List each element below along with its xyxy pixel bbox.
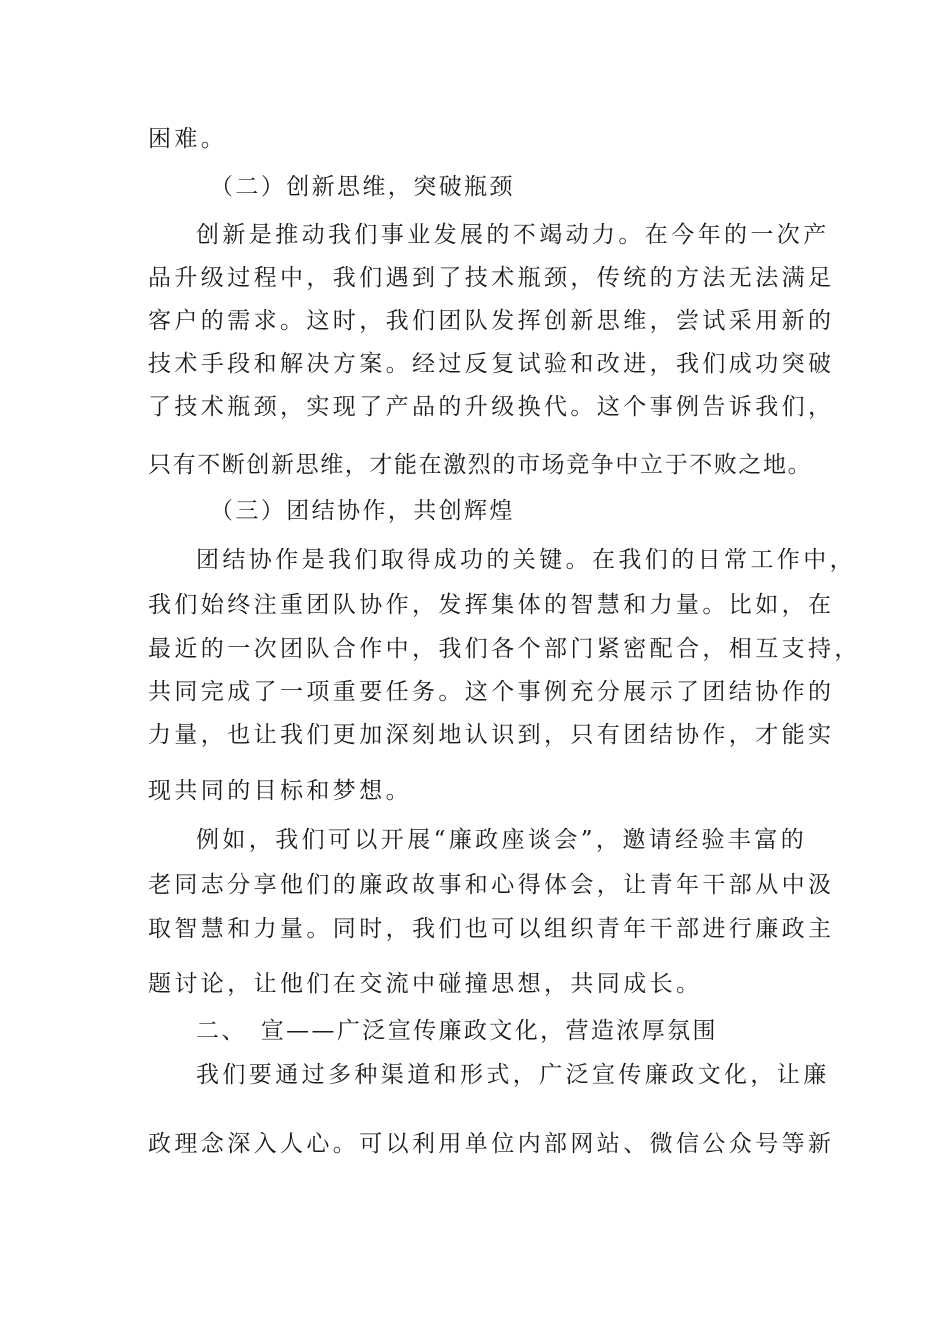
paragraph-line: 力量，也让我们更加深刻地认识到，只有团结协作，才能实 [148, 722, 835, 748]
paragraph-line: 我们始终注重团队协作，发挥集体的智慧和力量。比如，在 [148, 592, 835, 618]
paragraph-line: 共同完成了一项重要任务。这个事例充分展示了团结协作的 [148, 679, 835, 705]
section-heading: （三）团结协作，共创辉煌 [210, 498, 515, 524]
paragraph-line: 创新是推动我们事业发展的不竭动力。在今年的一次产 [196, 222, 830, 248]
paragraph-line: 技术手段和解决方案。经过反复试验和改进，我们成功突破 [148, 351, 835, 377]
paragraph-line: 团结协作是我们取得成功的关键。在我们的日常工作中， [196, 547, 856, 573]
paragraph-line: 政理念深入人心。可以利用单位内部网站、微信公众号等新 [148, 1131, 835, 1157]
text-line: 困难。 [148, 126, 228, 152]
section-heading: 二、 宣——广泛宣传廉政文化，营造浓厚氛围 [196, 1018, 718, 1044]
paragraph-line: 最近的一次团队合作中，我们各个部门紧密配合，相互支持， [148, 636, 861, 662]
paragraph-line: 老同志分享他们的廉政故事和心得体会，让青年干部从中汲 [148, 872, 835, 898]
paragraph-line: 客户的需求。这时，我们团队发挥创新思维，尝试采用新的 [148, 308, 835, 334]
paragraph-line: 我们要通过多种渠道和形式，广泛宣传廉政文化，让廉 [196, 1062, 830, 1088]
paragraph-line: 取智慧和力量。同时，我们也可以组织青年干部进行廉政主 [148, 916, 835, 942]
paragraph-line: 只有不断创新思维，才能在激烈的市场竞争中立于不败之地。 [148, 452, 813, 478]
paragraph-line: 题讨论，让他们在交流中碰撞思想，共同成长。 [148, 971, 703, 997]
paragraph-line: 了技术瓶颈，实现了产品的升级换代。这个事例告诉我们， [148, 394, 835, 420]
section-heading: （二）创新思维，突破瓶颈 [210, 174, 515, 200]
paragraph-line: 品升级过程中，我们遇到了技术瓶颈，传统的方法无法满足 [148, 265, 835, 291]
paragraph-line: 现共同的目标和梦想。 [148, 778, 412, 804]
paragraph-line: 例如，我们可以开展“廉政座谈会”，邀请经验丰富的 [196, 827, 808, 853]
